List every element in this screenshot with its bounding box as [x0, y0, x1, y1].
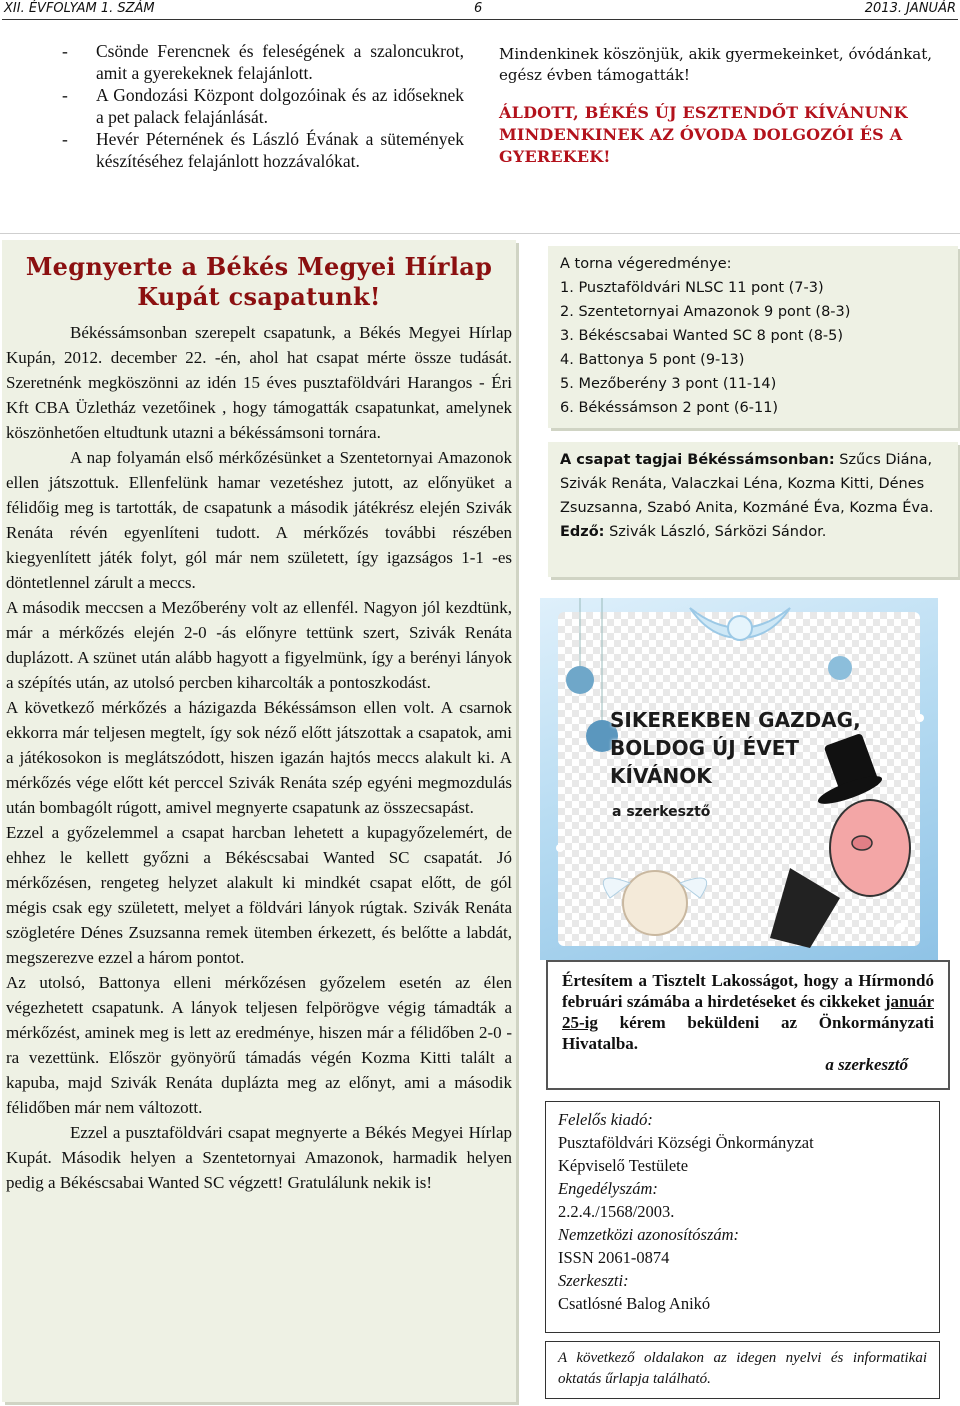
section-divider: [0, 233, 960, 234]
tuxedo-icon: [770, 868, 840, 948]
list-item: - Hevér Péternének és László Évának a sütemények készítéséhez felajánlott hozzávalókat.: [62, 129, 464, 171]
issue-date: 2013. JANUÁR: [864, 1, 956, 16]
editor-label: Szerkeszti:: [558, 1271, 629, 1290]
standings-box: [548, 246, 958, 428]
article-paragraph: Békéssámsonban szerepelt csapatunk, a Békés Megyei Hírlap Kupán, 2012. december 22. -én, ahol hat csapat mérte össze tudását. Szeretnénk megköszönni az idén 15 éves pusztaföldvári Harangos - Éri Kft CBA Üzletház vezetőinek , hogy támogatták csapatunkat, amelynek köszönhetően eltudtunk utazni a békéssámsoni tornára.: [6, 323, 512, 442]
list-item: - A Gondozási Központ dolgozóinak és az időseknek a pet palack felajánlását.: [62, 85, 464, 127]
list-item: - Csönde Ferencnek és feleségének a szaloncukrot, amit a gyerekeknek felajánlott.: [62, 41, 464, 83]
standings-row: 5. Mezőberény 3 pont (11-14): [560, 376, 777, 392]
coach-label: Edző:: [560, 524, 605, 540]
standings-row: 1. Pusztaföldvári NLSC 11 pont (7-3): [560, 280, 824, 296]
publisher-body: Képviselő Testülete: [558, 1156, 689, 1175]
license-number: 2.2.4./1568/2003.: [558, 1202, 675, 1221]
ornament-icon: [566, 666, 594, 694]
greeting-card-image: [540, 598, 938, 960]
article-paragraph: Ezzel a pusztaföldvári csapat megnyerte a Békés Megyei Hírlap Kupát. Második helyen a Szentetornyai Amazonok, harmadik helyen pedig a Békéscsabai Wanted SC végzett! Gratulálunk nekik is!: [6, 1123, 512, 1192]
standings-row: 2. Szentetornyai Amazonok 9 pont (8-3): [560, 304, 851, 320]
angel-icon: [623, 871, 687, 935]
coach-names: Szivák László, Sárközi Sándor.: [609, 524, 827, 540]
editor-name: Csatlósné Balog Anikó: [558, 1294, 711, 1313]
notice-box: [546, 960, 950, 1090]
standings-row: 6. Békéssámson 2 pont (6-11): [560, 400, 779, 416]
notice-text: Értesítem a Tisztelt Lakosságot, hogy a Hírmondó februári számába a hirdetéseket és cikkeket január 25-ig kérem beküldeni az Önkormányzati Hivatalba.: [562, 971, 934, 1053]
ornament-icon: [828, 656, 852, 680]
notice-deadline: január 25-ig: [562, 992, 934, 1032]
standings-row: 3. Békéscsabai Wanted SC 8 pont (8-5): [560, 328, 844, 344]
article-box: [2, 240, 516, 1402]
standings-title: A torna végeredménye:: [560, 256, 732, 272]
kindergarten-thanks: Mindenkinek köszönjük, akik gyermekeinket, óvódánkat, egész évben támogatták!: [499, 45, 933, 84]
issn-label: Nemzetközi azonosítószám:: [558, 1225, 740, 1244]
standings-row: 4. Battonya 5 pont (9-13): [560, 352, 745, 368]
article-paragraph: A nap folyamán első mérkőzésünket a Szentetornyai Amazonok ellen játszottuk. Ellenfelünk hamar vezetéshez jutott, az előnyüket a félidőig meg is tartották, de csapatunk a második játékrész elején Szivák Renáta révén egyenlíteni tudott. A mérkőzés további részében kiegyenlített játék folyt, gól már nem született, így igazságos 1-1 -es döntetlennel zárult a meccs.: [6, 448, 512, 592]
thanks-list: [62, 40, 464, 172]
publisher-label: Felelős kiadó:: [558, 1110, 653, 1129]
article-paragraph: A második meccsen a Mezőberény volt az ellenfél. Nagyon jól kezdtünk, már a mérkőzés elején 2-0 -ás előnyre tettünk szert, Szivák Renáta duplázott. A szünet után alább hagyott a figyelmünk, így a berényi lányok a szépítés után, az utolsó percben kiharcolták a pontoszkodást.: [6, 598, 512, 692]
new-year-wish: ÁLDOTT, BÉKÉS ÚJ ESZTENDŐT KÍVÁNUNK MINDENKINEK AZ ÓVODA DOLGOZÓI ÉS A GYEREKEK!: [499, 103, 908, 166]
publisher-name: Pusztaföldvári Községi Önkormányzat: [558, 1133, 814, 1152]
card-greeting: SIKEREKBEN GAZDAG, BOLDOG ÚJ ÉVET KÍVÁNOK: [610, 708, 861, 788]
article-paragraph: Az utolsó, Battonya elleni mérkőzésen győzelem esetén az élen végezhetett csapatunk. A lányok teljesen felpörögve végig támadták a mérkőzést, aminek meg is lett az eredménye, hiszen már a félidőben 2-0 -ra vezettünk. Először gyönyörű támadás végén Kozma Kitti talált a kapuba, majd Szivák Renáta duplázta meg az előnyt, ami a második félidőben már nem változott.: [6, 973, 512, 1117]
imprint-box: [545, 1101, 940, 1333]
article-title: Megnyerte a Békés Megyei Hírlap Kupát csapatunk!: [25, 252, 493, 311]
article-paragraph: Ezzel a győzelemmel a csapat harcban lehetett a kupagyőzelemért, de ehhez le kellett győzni a Békéscsabai Wanted SC csapatát. Jó mérkőzésen, rengeteg helyzet alakult ki mindkét csapat előtt, de gól mégis csak egy született, melyet a földvári lányok rúgtak. Szivák Renáta szögletére Dénes Zsuzsanna remek ütemben érkezett, és belőtte a labdát, megszerezve ezzel a három pontot.: [6, 823, 512, 967]
roster-box: [548, 442, 958, 577]
page-header: [0, 0, 960, 22]
roster-label: A csapat tagjai Békéssámsonban:: [560, 452, 835, 468]
page-number: 6: [474, 1, 483, 16]
notice-signature: a szerkesztő: [825, 1055, 908, 1074]
license-label: Engedélyszám:: [558, 1179, 658, 1198]
card-signature: a szerkesztő: [612, 804, 711, 820]
roster-members: Szűcs Diána, Szivák Renáta, Valaczkai Léna, Kozma Kitti, Dénes Zsuzsanna, Szabó Anita, Kozmáné Éva, Kozma Éva.: [560, 452, 934, 516]
kindergarten-note: [499, 44, 957, 168]
footnote-box: A következő oldalakon az idegen nyelvi és informatikai oktatás űrlapja található.: [545, 1341, 940, 1399]
issue-label: XII. ÉVFOLYAM 1. SZÁM: [4, 1, 155, 16]
article-paragraph: A következő mérkőzés a házigazda Békéssámson ellen volt. A csarnok ekkorra már teljesen megtelt, így sok néző előtt játszottak a csapatok, ami a játékosokon is meglátszódott, hiszen igazán hajtós meccs alakult ki. A mérkőzés vége előtt két perccel Szivák Renáta szép egyéni megmozdulás után bombagólt rúgott, amivel megnyerte csapatunk az összecsapást.: [6, 698, 512, 817]
issn-number: ISSN 2061-0874: [558, 1248, 670, 1267]
header-rule: [2, 19, 958, 20]
